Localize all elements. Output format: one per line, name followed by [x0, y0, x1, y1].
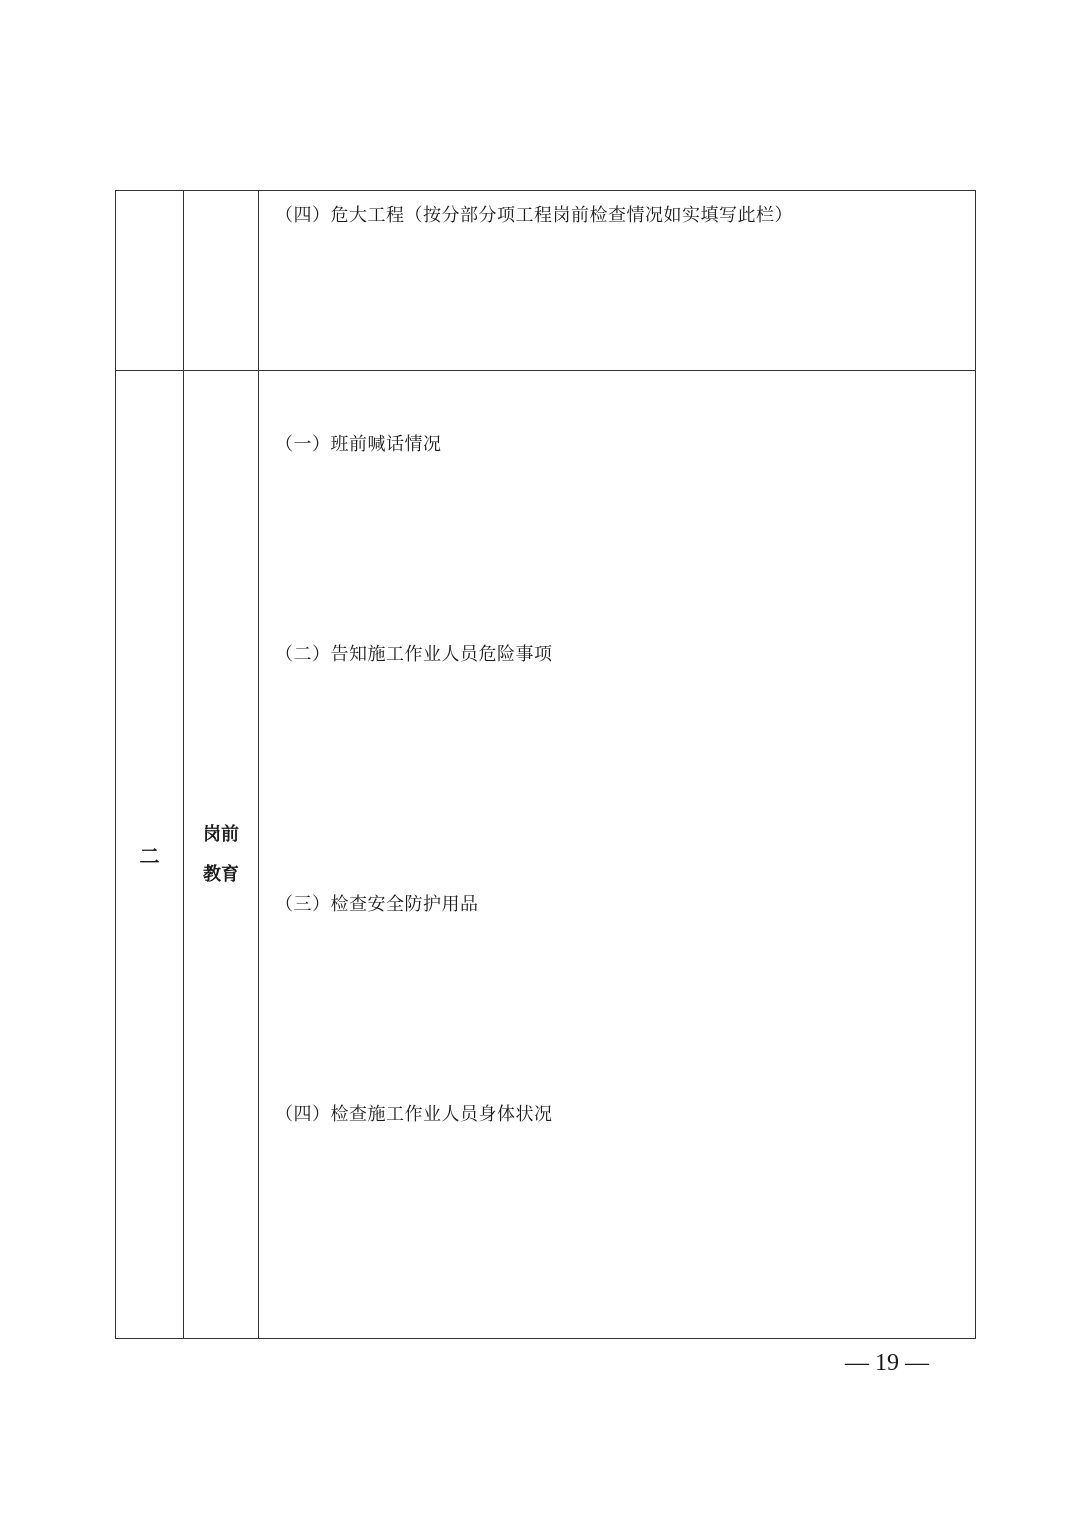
- row-number-cell: [116, 191, 184, 371]
- item-worker-health-check: （四）检查施工作业人员身体状况: [275, 1104, 553, 1125]
- page-number: — 19 —: [845, 1350, 929, 1376]
- table-row: [116, 371, 976, 1339]
- row-title-cell: [184, 371, 259, 1339]
- row-title-cell: [184, 191, 259, 371]
- item-hazard-notification: （二）告知施工作业人员危险事项: [275, 644, 553, 665]
- row-title-line: 教育: [203, 863, 239, 885]
- row-number: 二: [139, 844, 160, 868]
- row-content-cell: [259, 191, 976, 371]
- row-title: [184, 815, 258, 895]
- row-title-line: 岗前: [203, 823, 239, 845]
- item-hazardous-engineering: （四）危大工程（按分部分项工程岗前检查情况如实填写此栏）: [275, 205, 793, 226]
- row-number-cell: [116, 371, 184, 1339]
- inspection-form-table: [115, 190, 976, 1339]
- item-pre-shift-talk: （一）班前喊话情况: [275, 434, 442, 455]
- item-protective-equipment-check: （三）检查安全防护用品: [275, 894, 479, 915]
- row-content-cell: [259, 371, 976, 1339]
- table-row: [116, 191, 976, 371]
